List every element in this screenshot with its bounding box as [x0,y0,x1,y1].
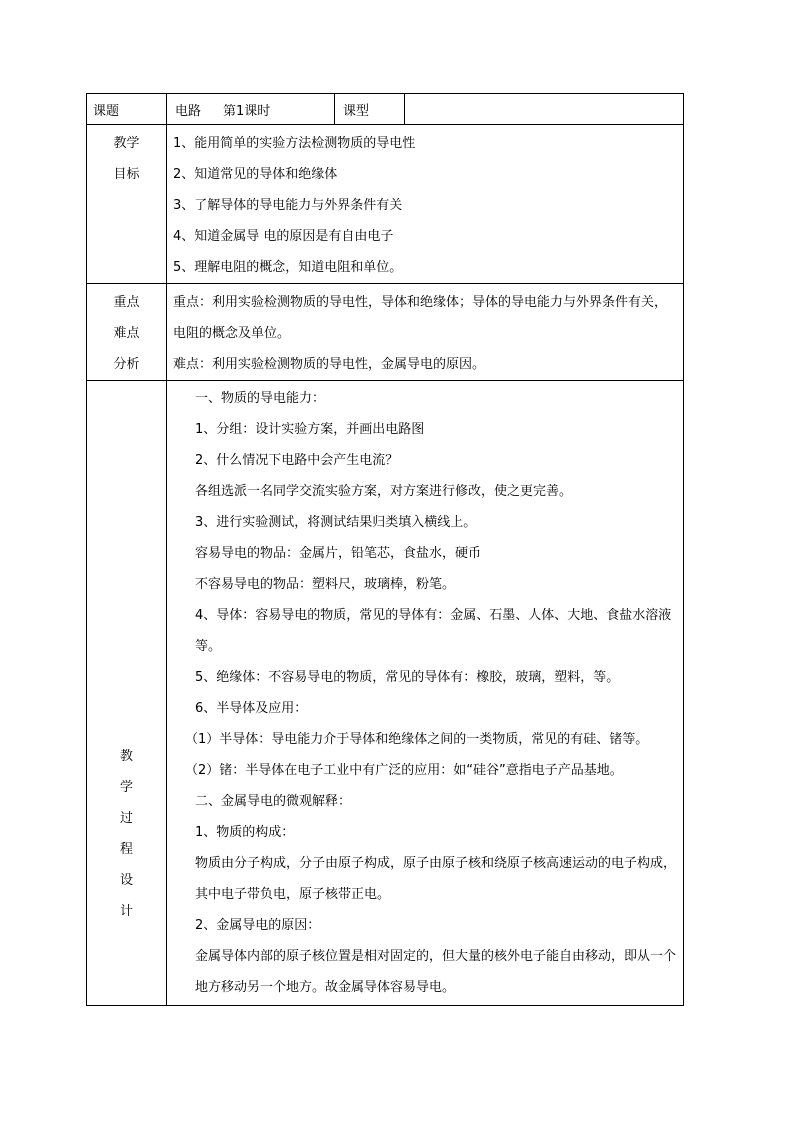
key-points-label-line2: 难点 [113,326,140,341]
topic-title: 电路 [175,103,202,119]
process-line: 4、导体：容易导电的物质，常见的导体有：金属、石墨、人体、大地、食盐水溶液等。 [195,608,672,654]
process-label-char: 过 [119,811,133,826]
objective-item: 4、知道金属导 电的原因是有自由电子 [173,229,394,244]
process-line: （1）半导体：导电能力介于导体和绝缘体之间的一类物质，常见的有硅、锗等。 [185,732,649,747]
process-line: 2、金属导电的原因： [195,918,321,933]
process-row [87,381,684,1006]
process-label-char: 教 [119,749,133,764]
focus-text: 重点：利用实验检测物质的导电性，导体和绝缘体；导体的导电能力与外界条件有关，电阻的概念及单位。 [173,295,668,341]
process-line: 物质由分子构成，分子由原子构成，原子由原子核和绕原子核高速运动的电子构成，其中电子带负电，原子核带正电。 [195,856,677,902]
process-line: 5、绝缘体：不容易导电的物质，常见的导体有：橡胶，玻璃，塑料，等。 [195,670,620,685]
process-label-char: 程 [119,842,133,857]
process-line: 3、进行实验测试，将测试结果归类填入横线上。 [195,515,477,530]
objective-item: 5、理解电阻的概念，知道电阻和单位。 [173,260,403,275]
topic-session: 第1课时 [223,103,271,119]
header-row [87,94,684,125]
key-points-row [87,284,684,381]
process-line: （2）锗：半导体在电子工业中有广泛的应用：如“硅谷”意指电子产品基地。 [185,763,623,778]
type-value-cell [405,94,684,125]
objectives-label-line1: 教学 [113,136,140,151]
process-content [167,381,684,1006]
objectives-label-cell [87,125,167,284]
type-label-cell [335,94,405,125]
process-line: 不容易导电的物品：塑料尺，玻璃棒，粉笔。 [195,577,456,592]
topic-cell [167,94,335,125]
process-label-cell [87,381,167,1006]
section-heading: 二、金属导电的微观解释： [195,794,352,809]
process-line: 1、分组：设计实验方案，并画出电路图 [195,422,425,437]
process-line: 2、什么情况下电路中会产生电流？ [195,453,399,468]
objective-item: 3、了解导体的导电能力与外界条件有关 [173,198,403,213]
objectives-label-line2: 目标 [113,167,140,182]
section-heading: 一、物质的导电能力： [195,391,326,406]
subject-label-cell [87,94,167,125]
process-label-char: 计 [119,904,133,919]
subject-label: 课题 [93,103,120,119]
objective-item: 2、知道常见的导体和绝缘体 [173,167,338,182]
key-points-content [167,284,684,381]
lesson-plan-table [86,93,684,1006]
process-label-char: 学 [119,780,133,795]
objective-item: 1、能用简单的实验方法检测物质的导电性 [173,136,416,151]
key-points-label-line1: 重点 [113,295,140,310]
process-line: 金属导体内部的原子核位置是相对固定的，但大量的核外电子能自由移动，即从一个地方移动另一个地方。故金属导体容易导电。 [195,949,677,995]
process-line: 6、半导体及应用： [195,701,308,716]
process-line: 各组选派一名同学交流实验方案，对方案进行修改，使之更完善。 [195,484,573,499]
difficulty-text: 难点：利用实验检测物质的导电性，金属导电的原因。 [173,357,486,372]
process-label-char: 设 [119,873,133,888]
process-line: 容易导电的物品：金属片，铅笔芯，食盐水，硬币 [195,546,482,561]
key-points-label-line3: 分析 [113,357,140,372]
objectives-row [87,125,684,284]
process-line: 1、物质的构成： [195,825,295,840]
key-points-label-cell [87,284,167,381]
objectives-content [167,125,684,284]
type-label: 课型 [343,103,370,119]
